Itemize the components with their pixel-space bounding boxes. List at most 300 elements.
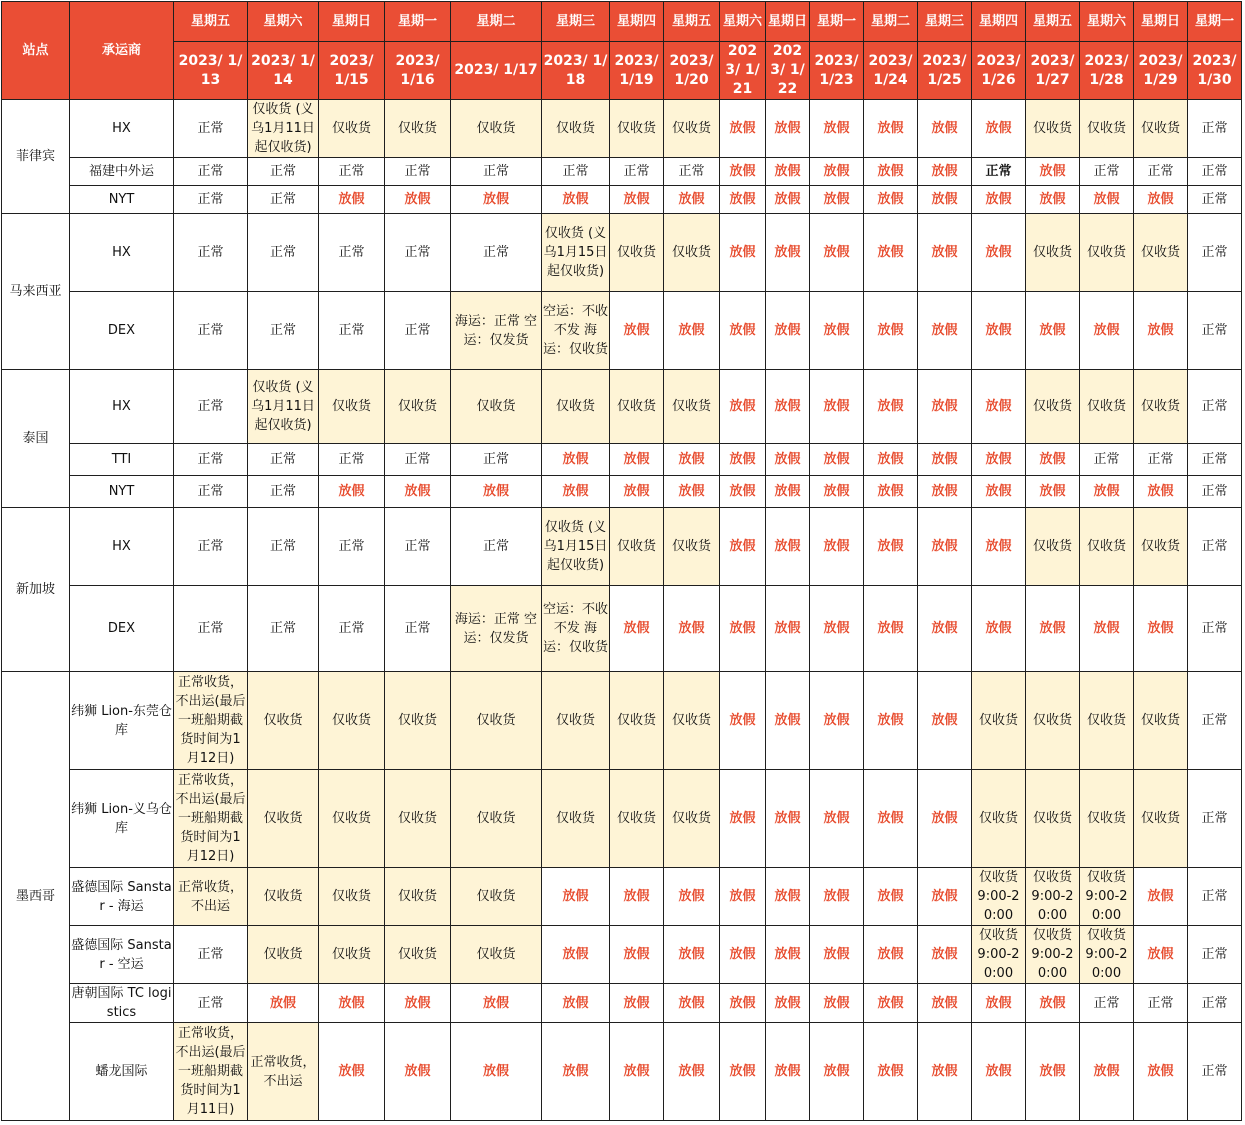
status-cell: 仅收货 (义乌1月15日起仅收货) [542, 508, 610, 586]
status-cell: 仅收货 (义乌1月15日起仅收货) [542, 214, 610, 292]
header-weekday: 星期四 [610, 2, 664, 42]
status-cell: 放假 [810, 672, 864, 770]
header-date: 2023/ 1/26 [972, 42, 1026, 100]
header-date: 2023/ 1/30 [1188, 42, 1242, 100]
status-cell: 正常 [1188, 984, 1242, 1023]
status-cell: 放假 [766, 100, 810, 158]
status-cell: 仅收货 [542, 100, 610, 158]
header-weekday: 星期三 [918, 2, 972, 42]
status-cell: 正常 [1080, 984, 1134, 1023]
status-cell: 仅收货 [1026, 508, 1080, 586]
status-cell: 仅收货 [451, 770, 542, 868]
status-cell: 正常 [1188, 770, 1242, 868]
status-cell: 仅收货 [664, 370, 720, 444]
status-cell: 放假 [451, 186, 542, 214]
status-cell: 仅收货 [319, 370, 385, 444]
status-cell: 放假 [810, 370, 864, 444]
status-cell: 正常 [385, 214, 451, 292]
status-cell: 放假 [810, 444, 864, 476]
carrier-cell: 唐朝国际 TC logistics [70, 984, 174, 1023]
header-date: 2023/ 1/20 [664, 42, 720, 100]
status-cell: 仅收货 [610, 100, 664, 158]
header-weekday: 星期六 [248, 2, 319, 42]
table-row [2, 508, 1242, 586]
table-row [2, 926, 1242, 984]
status-cell: 放假 [766, 508, 810, 586]
status-cell: 正常 [174, 476, 248, 508]
status-cell: 仅收货 [248, 868, 319, 926]
status-cell: 正常 [1188, 926, 1242, 984]
carrier-cell: HX [70, 370, 174, 444]
status-cell: 放假 [918, 586, 972, 672]
header-weekday: 星期二 [451, 2, 542, 42]
status-cell: 放假 [720, 508, 766, 586]
status-cell: 仅收货 [451, 100, 542, 158]
status-cell: 放假 [972, 508, 1026, 586]
status-cell: 放假 [451, 476, 542, 508]
status-cell: 正常 [319, 292, 385, 370]
header-weekday: 星期五 [664, 2, 720, 42]
status-cell: 仅收货 [248, 672, 319, 770]
status-cell: 正常 [1080, 444, 1134, 476]
status-cell: 正常 [1188, 370, 1242, 444]
status-cell: 放假 [810, 100, 864, 158]
status-cell: 仅收货 [1134, 214, 1188, 292]
status-cell: 放假 [918, 1023, 972, 1121]
status-cell: 放假 [864, 586, 918, 672]
status-cell: 正常 [174, 158, 248, 186]
status-cell: 放假 [918, 868, 972, 926]
header-date: 2023/ 1/23 [810, 42, 864, 100]
carrier-cell: 纬狮 Lion-东莞仓库 [70, 672, 174, 770]
status-cell: 放假 [720, 868, 766, 926]
header-date: 2023/ 1/24 [864, 42, 918, 100]
status-cell: 仅收货 [1080, 672, 1134, 770]
status-cell: 正常 [451, 508, 542, 586]
status-cell: 仅收货 [664, 770, 720, 868]
table-row [2, 214, 1242, 292]
status-cell: 仅收货 [1026, 672, 1080, 770]
status-cell: 放假 [542, 1023, 610, 1121]
status-cell: 放假 [1026, 292, 1080, 370]
status-cell: 正常 [174, 100, 248, 158]
table-body [2, 100, 1242, 1121]
status-cell: 放假 [1026, 158, 1080, 186]
header-weekday: 星期日 [319, 2, 385, 42]
site-cell: 菲律宾 [2, 100, 70, 214]
status-cell: 仅收货 [1134, 370, 1188, 444]
status-cell: 放假 [766, 444, 810, 476]
status-cell: 仅收货 [451, 868, 542, 926]
header-date: 2023/ 1/13 [174, 42, 248, 100]
status-cell: 放假 [720, 158, 766, 186]
status-cell: 放假 [766, 214, 810, 292]
status-cell: 放假 [451, 1023, 542, 1121]
status-cell: 放假 [918, 984, 972, 1023]
status-cell: 放假 [864, 868, 918, 926]
status-cell: 放假 [1026, 476, 1080, 508]
status-cell: 正常 [174, 214, 248, 292]
status-cell: 仅收货 [319, 868, 385, 926]
status-cell: 仅收货 [1026, 370, 1080, 444]
status-cell: 正常 [174, 370, 248, 444]
status-cell: 仅收货 [610, 214, 664, 292]
status-cell: 放假 [542, 868, 610, 926]
status-cell: 放假 [720, 770, 766, 868]
status-cell: 放假 [766, 186, 810, 214]
status-cell: 放假 [918, 926, 972, 984]
status-cell: 放假 [766, 292, 810, 370]
status-cell: 海运：正常 空运：仅发货 [451, 586, 542, 672]
status-cell: 放假 [610, 444, 664, 476]
holiday-schedule-table [1, 1, 1242, 1121]
status-cell: 仅收货 [610, 508, 664, 586]
status-cell: 放假 [610, 586, 664, 672]
status-cell: 放假 [972, 1023, 1026, 1121]
status-cell: 放假 [864, 508, 918, 586]
status-cell: 放假 [1026, 984, 1080, 1023]
status-cell: 正常 [1134, 444, 1188, 476]
status-cell: 放假 [766, 1023, 810, 1121]
status-cell: 仅收货 [972, 672, 1026, 770]
status-cell: 正常 [248, 508, 319, 586]
status-cell: 放假 [1026, 444, 1080, 476]
header-weekday: 星期五 [1026, 2, 1080, 42]
status-cell: 正常 [385, 158, 451, 186]
status-cell: 仅收货 9:00-20:00 [1026, 926, 1080, 984]
header-date: 2023/ 1/19 [610, 42, 664, 100]
status-cell: 放假 [972, 444, 1026, 476]
status-cell: 仅收货 [1026, 770, 1080, 868]
status-cell: 放假 [810, 292, 864, 370]
status-cell: 放假 [542, 984, 610, 1023]
status-cell: 放假 [918, 186, 972, 214]
status-cell: 放假 [864, 770, 918, 868]
status-cell: 放假 [918, 508, 972, 586]
carrier-cell: HX [70, 214, 174, 292]
status-cell: 放假 [720, 214, 766, 292]
header-weekday: 星期二 [864, 2, 918, 42]
status-cell: 正常 [1134, 984, 1188, 1023]
status-cell: 仅收货 [972, 770, 1026, 868]
status-cell: 仅收货 [542, 770, 610, 868]
status-cell: 仅收货 [664, 100, 720, 158]
status-cell: 放假 [610, 1023, 664, 1121]
carrier-cell: TTI [70, 444, 174, 476]
status-cell: 正常 [248, 292, 319, 370]
status-cell: 仅收货 [1080, 770, 1134, 868]
header-date: 2023/ 1/21 [720, 42, 766, 100]
carrier-cell: 福建中外运 [70, 158, 174, 186]
table-row [2, 1023, 1242, 1121]
header-weekday: 星期六 [1080, 2, 1134, 42]
carrier-cell: NYT [70, 476, 174, 508]
status-cell: 放假 [664, 476, 720, 508]
status-cell: 放假 [972, 100, 1026, 158]
status-cell: 放假 [918, 476, 972, 508]
header-weekday: 星期日 [766, 2, 810, 42]
header-date: 2023/ 1/18 [542, 42, 610, 100]
status-cell: 放假 [810, 158, 864, 186]
status-cell: 正常 [174, 508, 248, 586]
status-cell: 放假 [864, 186, 918, 214]
status-cell: 放假 [1134, 476, 1188, 508]
status-cell: 仅收货 9:00-20:00 [972, 868, 1026, 926]
status-cell: 放假 [864, 158, 918, 186]
status-cell: 仅收货 [319, 100, 385, 158]
status-cell: 放假 [664, 186, 720, 214]
status-cell: 仅收货 [1134, 508, 1188, 586]
status-cell: 正常 [385, 586, 451, 672]
table-row [2, 984, 1242, 1023]
status-cell: 放假 [385, 186, 451, 214]
table-row [2, 158, 1242, 186]
status-cell: 放假 [610, 186, 664, 214]
header-weekday: 星期三 [542, 2, 610, 42]
status-cell: 放假 [720, 444, 766, 476]
status-cell: 正常 [542, 158, 610, 186]
status-cell: 正常 [319, 586, 385, 672]
site-cell: 新加坡 [2, 508, 70, 672]
header-date: 2023/ 1/25 [918, 42, 972, 100]
status-cell: 放假 [864, 444, 918, 476]
status-cell: 正常 [319, 508, 385, 586]
status-cell: 放假 [766, 770, 810, 868]
status-cell: 正常 [385, 444, 451, 476]
status-cell: 海运：正常 空运：仅发货 [451, 292, 542, 370]
status-cell: 正常 [385, 508, 451, 586]
status-cell: 正常 [1188, 868, 1242, 926]
status-cell: 放假 [766, 984, 810, 1023]
header-weekday: 星期六 [720, 2, 766, 42]
table-row [2, 770, 1242, 868]
table-row [2, 586, 1242, 672]
status-cell: 放假 [864, 100, 918, 158]
status-cell: 空运：不收不发 海运：仅收货 [542, 586, 610, 672]
status-cell: 放假 [810, 186, 864, 214]
status-cell: 放假 [1080, 586, 1134, 672]
status-cell: 仅收货 [385, 868, 451, 926]
status-cell: 仅收货 [319, 672, 385, 770]
status-cell: 正常 [319, 214, 385, 292]
status-cell: 放假 [810, 1023, 864, 1121]
status-cell: 放假 [664, 292, 720, 370]
status-cell: 正常 [1188, 508, 1242, 586]
status-cell: 正常 [174, 984, 248, 1023]
status-cell: 放假 [972, 186, 1026, 214]
status-cell: 仅收货 [610, 370, 664, 444]
status-cell: 放假 [610, 868, 664, 926]
table-row [2, 868, 1242, 926]
status-cell: 放假 [810, 508, 864, 586]
header-site: 站点 [2, 2, 70, 100]
status-cell: 放假 [810, 770, 864, 868]
status-cell: 正常 [1134, 158, 1188, 186]
status-cell: 正常 [1188, 100, 1242, 158]
status-cell: 放假 [1080, 186, 1134, 214]
status-cell: 仅收货 [385, 370, 451, 444]
status-cell: 放假 [766, 926, 810, 984]
status-cell: 放假 [542, 926, 610, 984]
status-cell: 仅收货 9:00-20:00 [1080, 926, 1134, 984]
table-row [2, 186, 1242, 214]
status-cell: 正常 [451, 214, 542, 292]
status-cell: 放假 [1134, 186, 1188, 214]
status-cell: 放假 [1134, 926, 1188, 984]
table-row [2, 370, 1242, 444]
status-cell: 放假 [918, 100, 972, 158]
status-cell: 放假 [542, 444, 610, 476]
status-cell: 仅收货 [1080, 100, 1134, 158]
status-cell: 仅收货 [542, 672, 610, 770]
carrier-cell: HX [70, 508, 174, 586]
carrier-cell: NYT [70, 186, 174, 214]
status-cell: 放假 [319, 1023, 385, 1121]
status-cell: 正常 [664, 158, 720, 186]
status-cell: 放假 [720, 984, 766, 1023]
status-cell: 正常 [248, 586, 319, 672]
status-cell: 仅收货 [1026, 100, 1080, 158]
status-cell: 仅收货 [319, 926, 385, 984]
status-cell: 仅收货 [1080, 508, 1134, 586]
table-row [2, 444, 1242, 476]
status-cell: 仅收货 [1026, 214, 1080, 292]
status-cell: 放假 [972, 214, 1026, 292]
status-cell: 正常 [1188, 476, 1242, 508]
status-cell: 放假 [664, 926, 720, 984]
header-date: 2023/ 1/14 [248, 42, 319, 100]
status-cell: 正常 [174, 292, 248, 370]
status-cell: 放假 [1026, 1023, 1080, 1121]
status-cell: 正常 [1080, 158, 1134, 186]
status-cell: 放假 [766, 158, 810, 186]
status-cell: 放假 [1080, 1023, 1134, 1121]
status-cell: 放假 [1134, 292, 1188, 370]
status-cell: 正常收货，不出运 [248, 1023, 319, 1121]
status-cell: 正常 [174, 586, 248, 672]
status-cell: 放假 [864, 672, 918, 770]
status-cell: 放假 [864, 292, 918, 370]
status-cell: 正常收货，不出运(最后一班船期截货时间为1月12日) [174, 672, 248, 770]
status-cell: 放假 [864, 926, 918, 984]
status-cell: 放假 [864, 476, 918, 508]
status-cell: 放假 [918, 444, 972, 476]
status-cell: 仅收货 [1080, 214, 1134, 292]
status-cell: 正常 [972, 158, 1026, 186]
status-cell: 放假 [319, 476, 385, 508]
status-cell: 放假 [720, 926, 766, 984]
status-cell: 放假 [610, 984, 664, 1023]
header-weekday: 星期五 [174, 2, 248, 42]
status-cell: 放假 [385, 1023, 451, 1121]
status-cell: 仅收货 [610, 770, 664, 868]
status-cell: 仅收货 [451, 926, 542, 984]
status-cell: 放假 [972, 586, 1026, 672]
status-cell: 放假 [720, 586, 766, 672]
status-cell: 放假 [810, 984, 864, 1023]
status-cell: 放假 [610, 476, 664, 508]
status-cell: 仅收货 [248, 926, 319, 984]
status-cell: 放假 [1080, 476, 1134, 508]
status-cell: 正常 [610, 158, 664, 186]
status-cell: 放假 [766, 476, 810, 508]
status-cell: 正常 [248, 158, 319, 186]
status-cell: 正常收货，不出运(最后一班船期截货时间为1月11日) [174, 1023, 248, 1121]
status-cell: 放假 [766, 868, 810, 926]
status-cell: 仅收货 [319, 770, 385, 868]
status-cell: 仅收货 [664, 508, 720, 586]
carrier-cell: 蟠龙国际 [70, 1023, 174, 1121]
status-cell: 正常 [451, 444, 542, 476]
status-cell: 放假 [319, 186, 385, 214]
status-cell: 放假 [918, 158, 972, 186]
status-cell: 放假 [864, 370, 918, 444]
status-cell: 放假 [385, 984, 451, 1023]
status-cell: 仅收货 [385, 672, 451, 770]
status-cell: 放假 [918, 214, 972, 292]
header-weekday: 星期日 [1134, 2, 1188, 42]
status-cell: 正常 [248, 476, 319, 508]
status-cell: 放假 [918, 292, 972, 370]
status-cell: 仅收货 [664, 672, 720, 770]
table-row [2, 100, 1242, 158]
status-cell: 仅收货 9:00-20:00 [972, 926, 1026, 984]
status-cell: 放假 [451, 984, 542, 1023]
header-date: 2023/ 1/27 [1026, 42, 1080, 100]
status-cell: 放假 [720, 186, 766, 214]
status-cell: 放假 [1134, 868, 1188, 926]
carrier-cell: DEX [70, 586, 174, 672]
status-cell: 正常 [248, 186, 319, 214]
status-cell: 仅收货 [610, 672, 664, 770]
table-row [2, 672, 1242, 770]
site-cell: 马来西亚 [2, 214, 70, 370]
status-cell: 放假 [810, 586, 864, 672]
status-cell: 仅收货 [1080, 370, 1134, 444]
status-cell: 放假 [972, 476, 1026, 508]
status-cell: 仅收货 (义乌1月11日起仅收货) [248, 100, 319, 158]
status-cell: 仅收货 [385, 926, 451, 984]
header-date: 2023/ 1/15 [319, 42, 385, 100]
status-cell: 放假 [664, 984, 720, 1023]
status-cell: 仅收货 (义乌1月11日起仅收货) [248, 370, 319, 444]
status-cell: 放假 [1134, 586, 1188, 672]
status-cell: 放假 [1026, 586, 1080, 672]
status-cell: 放假 [918, 370, 972, 444]
status-cell: 仅收货 [451, 672, 542, 770]
status-cell: 放假 [664, 1023, 720, 1121]
status-cell: 正常 [319, 158, 385, 186]
site-cell: 泰国 [2, 370, 70, 508]
status-cell: 正常 [1188, 444, 1242, 476]
carrier-cell: DEX [70, 292, 174, 370]
status-cell: 正常 [319, 444, 385, 476]
status-cell: 仅收货 [451, 370, 542, 444]
status-cell: 正常 [385, 292, 451, 370]
status-cell: 仅收货 [385, 100, 451, 158]
status-cell: 放假 [720, 1023, 766, 1121]
header-date: 2023/ 1/29 [1134, 42, 1188, 100]
header-weekday: 星期一 [385, 2, 451, 42]
status-cell: 放假 [664, 444, 720, 476]
status-cell: 正常 [1188, 292, 1242, 370]
status-cell: 正常 [1188, 672, 1242, 770]
status-cell: 放假 [664, 586, 720, 672]
status-cell: 放假 [610, 292, 664, 370]
status-cell: 放假 [720, 370, 766, 444]
table-header [2, 2, 1242, 100]
status-cell: 放假 [319, 984, 385, 1023]
